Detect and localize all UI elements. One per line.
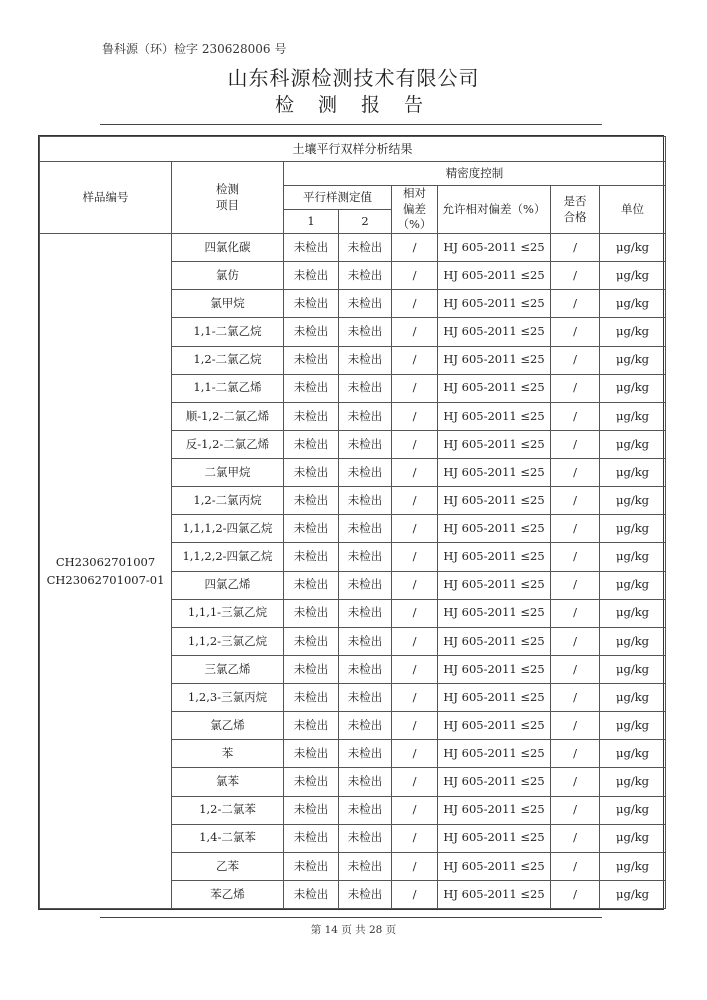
allowed-deviation-cell: HJ 605-2011 ≤25 bbox=[438, 880, 551, 908]
qualified-cell: / bbox=[551, 543, 600, 571]
relative-deviation-cell: / bbox=[392, 402, 438, 430]
value-2-cell: 未检出 bbox=[339, 487, 392, 515]
test-item-cell: 氯乙烯 bbox=[172, 712, 284, 740]
unit-cell: μg/kg bbox=[600, 627, 666, 655]
allowed-deviation-cell: HJ 605-2011 ≤25 bbox=[438, 374, 551, 402]
qualified-cell: / bbox=[551, 262, 600, 290]
relative-deviation-cell: / bbox=[392, 740, 438, 768]
value-2-cell: 未检出 bbox=[339, 515, 392, 543]
unit-cell: μg/kg bbox=[600, 655, 666, 683]
value-2-cell: 未检出 bbox=[339, 430, 392, 458]
relative-deviation-cell: / bbox=[392, 318, 438, 346]
test-item-cell: 1,4-二氯苯 bbox=[172, 824, 284, 852]
qualified-cell: / bbox=[551, 627, 600, 655]
test-item-cell: 苯 bbox=[172, 740, 284, 768]
test-item-cell: 1,1,2-三氯乙烷 bbox=[172, 627, 284, 655]
value-1-cell: 未检出 bbox=[284, 627, 339, 655]
qualified-cell: / bbox=[551, 684, 600, 712]
allowed-deviation-cell: HJ 605-2011 ≤25 bbox=[438, 459, 551, 487]
value-2-cell: 未检出 bbox=[339, 459, 392, 487]
value-1-cell: 未检出 bbox=[284, 852, 339, 880]
relative-deviation-cell: / bbox=[392, 684, 438, 712]
table-caption: 土壤平行双样分析结果 bbox=[40, 137, 666, 162]
relative-deviation-cell: / bbox=[392, 627, 438, 655]
allowed-deviation-cell: HJ 605-2011 ≤25 bbox=[438, 655, 551, 683]
test-item-cell: 顺-1,2-二氯乙烯 bbox=[172, 402, 284, 430]
unit-cell: μg/kg bbox=[600, 459, 666, 487]
relative-deviation-cell: / bbox=[392, 880, 438, 908]
unit-cell: μg/kg bbox=[600, 712, 666, 740]
value-1-cell: 未检出 bbox=[284, 459, 339, 487]
unit-cell: μg/kg bbox=[600, 290, 666, 318]
header-test-item: 检测 项目 bbox=[172, 162, 284, 234]
value-2-cell: 未检出 bbox=[339, 824, 392, 852]
allowed-deviation-cell: HJ 605-2011 ≤25 bbox=[438, 627, 551, 655]
test-item-cell: 乙苯 bbox=[172, 852, 284, 880]
header-sample-id: 样品编号 bbox=[40, 162, 172, 234]
value-1-cell: 未检出 bbox=[284, 543, 339, 571]
value-1-cell: 未检出 bbox=[284, 599, 339, 627]
qualified-cell: / bbox=[551, 852, 600, 880]
unit-cell: μg/kg bbox=[600, 824, 666, 852]
header-col-2: 2 bbox=[339, 210, 392, 234]
relative-deviation-cell: / bbox=[392, 262, 438, 290]
sample-id-cell: CH23062701007 CH23062701007-01 bbox=[40, 234, 172, 909]
qualified-cell: / bbox=[551, 768, 600, 796]
value-1-cell: 未检出 bbox=[284, 712, 339, 740]
value-1-cell: 未检出 bbox=[284, 655, 339, 683]
unit-cell: μg/kg bbox=[600, 515, 666, 543]
value-1-cell: 未检出 bbox=[284, 880, 339, 908]
header-precision-control: 精密度控制 bbox=[284, 162, 666, 186]
page-number: 第 14 页 共 28 页 bbox=[310, 924, 397, 936]
test-item-cell: 四氯化碳 bbox=[172, 234, 284, 262]
header-divider bbox=[100, 124, 602, 125]
allowed-deviation-cell: HJ 605-2011 ≤25 bbox=[438, 262, 551, 290]
unit-cell: μg/kg bbox=[600, 487, 666, 515]
value-1-cell: 未检出 bbox=[284, 487, 339, 515]
relative-deviation-cell: / bbox=[392, 515, 438, 543]
test-item-cell: 1,1,1-三氯乙烷 bbox=[172, 599, 284, 627]
value-1-cell: 未检出 bbox=[284, 571, 339, 599]
qualified-cell: / bbox=[551, 487, 600, 515]
qualified-cell: / bbox=[551, 599, 600, 627]
results-table-frame bbox=[38, 135, 664, 910]
test-item-cell: 氯苯 bbox=[172, 768, 284, 796]
table-row bbox=[40, 234, 666, 262]
relative-deviation-cell: / bbox=[392, 543, 438, 571]
allowed-deviation-cell: HJ 605-2011 ≤25 bbox=[438, 824, 551, 852]
relative-deviation-cell: / bbox=[392, 768, 438, 796]
value-1-cell: 未检出 bbox=[284, 402, 339, 430]
table-body bbox=[40, 234, 666, 909]
relative-deviation-cell: / bbox=[392, 599, 438, 627]
unit-cell: μg/kg bbox=[600, 571, 666, 599]
qualified-cell: / bbox=[551, 515, 600, 543]
relative-deviation-cell: / bbox=[392, 374, 438, 402]
test-item-cell: 1,1,2,2-四氯乙烷 bbox=[172, 543, 284, 571]
relative-deviation-cell: / bbox=[392, 346, 438, 374]
value-2-cell: 未检出 bbox=[339, 627, 392, 655]
relative-deviation-cell: / bbox=[392, 796, 438, 824]
value-2-cell: 未检出 bbox=[339, 374, 392, 402]
qualified-cell: / bbox=[551, 824, 600, 852]
test-item-cell: 反-1,2-二氯乙烯 bbox=[172, 430, 284, 458]
qualified-cell: / bbox=[551, 712, 600, 740]
unit-cell: μg/kg bbox=[600, 768, 666, 796]
value-2-cell: 未检出 bbox=[339, 402, 392, 430]
relative-deviation-cell: / bbox=[392, 487, 438, 515]
value-2-cell: 未检出 bbox=[339, 655, 392, 683]
test-item-cell: 1,2-二氯乙烷 bbox=[172, 346, 284, 374]
value-2-cell: 未检出 bbox=[339, 318, 392, 346]
value-1-cell: 未检出 bbox=[284, 430, 339, 458]
unit-cell: μg/kg bbox=[600, 374, 666, 402]
test-item-cell: 1,2-二氯苯 bbox=[172, 796, 284, 824]
parallel-sample-table bbox=[39, 136, 666, 909]
relative-deviation-cell: / bbox=[392, 459, 438, 487]
qualified-cell: / bbox=[551, 571, 600, 599]
value-2-cell: 未检出 bbox=[339, 768, 392, 796]
allowed-deviation-cell: HJ 605-2011 ≤25 bbox=[438, 318, 551, 346]
test-item-cell: 二氯甲烷 bbox=[172, 459, 284, 487]
value-2-cell: 未检出 bbox=[339, 880, 392, 908]
value-2-cell: 未检出 bbox=[339, 346, 392, 374]
report-number: 鲁科源（环）检字 230628006 号 bbox=[102, 42, 287, 56]
test-item-cell: 1,2,3-三氯丙烷 bbox=[172, 684, 284, 712]
value-2-cell: 未检出 bbox=[339, 740, 392, 768]
allowed-deviation-cell: HJ 605-2011 ≤25 bbox=[438, 768, 551, 796]
allowed-deviation-cell: HJ 605-2011 ≤25 bbox=[438, 740, 551, 768]
qualified-cell: / bbox=[551, 402, 600, 430]
footer-divider bbox=[100, 917, 602, 918]
relative-deviation-cell: / bbox=[392, 430, 438, 458]
unit-cell: μg/kg bbox=[600, 262, 666, 290]
allowed-deviation-cell: HJ 605-2011 ≤25 bbox=[438, 712, 551, 740]
qualified-cell: / bbox=[551, 655, 600, 683]
value-1-cell: 未检出 bbox=[284, 824, 339, 852]
qualified-cell: / bbox=[551, 430, 600, 458]
unit-cell: μg/kg bbox=[600, 402, 666, 430]
value-1-cell: 未检出 bbox=[284, 515, 339, 543]
qualified-cell: / bbox=[551, 880, 600, 908]
allowed-deviation-cell: HJ 605-2011 ≤25 bbox=[438, 430, 551, 458]
unit-cell: μg/kg bbox=[600, 852, 666, 880]
relative-deviation-cell: / bbox=[392, 824, 438, 852]
company-name: 山东科源检测技术有限公司 bbox=[227, 66, 480, 90]
unit-cell: μg/kg bbox=[600, 880, 666, 908]
value-2-cell: 未检出 bbox=[339, 852, 392, 880]
header-allowed-deviation: 允许相对偏差（%） bbox=[438, 186, 551, 234]
relative-deviation-cell: / bbox=[392, 571, 438, 599]
allowed-deviation-cell: HJ 605-2011 ≤25 bbox=[438, 234, 551, 262]
unit-cell: μg/kg bbox=[600, 684, 666, 712]
test-item-cell: 苯乙烯 bbox=[172, 880, 284, 908]
value-1-cell: 未检出 bbox=[284, 318, 339, 346]
unit-cell: μg/kg bbox=[600, 430, 666, 458]
qualified-cell: / bbox=[551, 318, 600, 346]
document-title: 检 测 报 告 bbox=[274, 94, 433, 116]
unit-cell: μg/kg bbox=[600, 796, 666, 824]
value-1-cell: 未检出 bbox=[284, 796, 339, 824]
qualified-cell: / bbox=[551, 290, 600, 318]
value-2-cell: 未检出 bbox=[339, 599, 392, 627]
value-2-cell: 未检出 bbox=[339, 234, 392, 262]
test-item-cell: 四氯乙烯 bbox=[172, 571, 284, 599]
value-1-cell: 未检出 bbox=[284, 262, 339, 290]
allowed-deviation-cell: HJ 605-2011 ≤25 bbox=[438, 571, 551, 599]
header-qualified: 是否 合格 bbox=[551, 186, 600, 234]
value-1-cell: 未检出 bbox=[284, 290, 339, 318]
value-2-cell: 未检出 bbox=[339, 290, 392, 318]
value-2-cell: 未检出 bbox=[339, 796, 392, 824]
allowed-deviation-cell: HJ 605-2011 ≤25 bbox=[438, 543, 551, 571]
test-item-cell: 氯甲烷 bbox=[172, 290, 284, 318]
unit-cell: μg/kg bbox=[600, 740, 666, 768]
qualified-cell: / bbox=[551, 234, 600, 262]
allowed-deviation-cell: HJ 605-2011 ≤25 bbox=[438, 684, 551, 712]
qualified-cell: / bbox=[551, 374, 600, 402]
value-1-cell: 未检出 bbox=[284, 346, 339, 374]
test-item-cell: 1,1-二氯乙烷 bbox=[172, 318, 284, 346]
value-2-cell: 未检出 bbox=[339, 712, 392, 740]
value-1-cell: 未检出 bbox=[284, 740, 339, 768]
value-2-cell: 未检出 bbox=[339, 262, 392, 290]
value-1-cell: 未检出 bbox=[284, 234, 339, 262]
unit-cell: μg/kg bbox=[600, 234, 666, 262]
relative-deviation-cell: / bbox=[392, 852, 438, 880]
test-item-cell: 三氯乙烯 bbox=[172, 655, 284, 683]
relative-deviation-cell: / bbox=[392, 655, 438, 683]
allowed-deviation-cell: HJ 605-2011 ≤25 bbox=[438, 515, 551, 543]
value-1-cell: 未检出 bbox=[284, 374, 339, 402]
allowed-deviation-cell: HJ 605-2011 ≤25 bbox=[438, 402, 551, 430]
unit-cell: μg/kg bbox=[600, 346, 666, 374]
value-2-cell: 未检出 bbox=[339, 684, 392, 712]
allowed-deviation-cell: HJ 605-2011 ≤25 bbox=[438, 599, 551, 627]
header-relative-deviation: 相对 偏差 （%） bbox=[392, 186, 438, 234]
unit-cell: μg/kg bbox=[600, 599, 666, 627]
qualified-cell: / bbox=[551, 459, 600, 487]
header-col-1: 1 bbox=[284, 210, 339, 234]
test-item-cell: 1,1-二氯乙烯 bbox=[172, 374, 284, 402]
allowed-deviation-cell: HJ 605-2011 ≤25 bbox=[438, 290, 551, 318]
relative-deviation-cell: / bbox=[392, 712, 438, 740]
test-item-cell: 氯仿 bbox=[172, 262, 284, 290]
value-2-cell: 未检出 bbox=[339, 571, 392, 599]
allowed-deviation-cell: HJ 605-2011 ≤25 bbox=[438, 487, 551, 515]
header-unit: 单位 bbox=[600, 186, 666, 234]
allowed-deviation-cell: HJ 605-2011 ≤25 bbox=[438, 346, 551, 374]
header-parallel-values: 平行样测定值 bbox=[284, 186, 392, 210]
allowed-deviation-cell: HJ 605-2011 ≤25 bbox=[438, 796, 551, 824]
unit-cell: μg/kg bbox=[600, 318, 666, 346]
relative-deviation-cell: / bbox=[392, 290, 438, 318]
qualified-cell: / bbox=[551, 346, 600, 374]
qualified-cell: / bbox=[551, 796, 600, 824]
test-item-cell: 1,2-二氯丙烷 bbox=[172, 487, 284, 515]
value-1-cell: 未检出 bbox=[284, 768, 339, 796]
value-1-cell: 未检出 bbox=[284, 684, 339, 712]
relative-deviation-cell: / bbox=[392, 234, 438, 262]
unit-cell: μg/kg bbox=[600, 543, 666, 571]
qualified-cell: / bbox=[551, 740, 600, 768]
value-2-cell: 未检出 bbox=[339, 543, 392, 571]
test-item-cell: 1,1,1,2-四氯乙烷 bbox=[172, 515, 284, 543]
allowed-deviation-cell: HJ 605-2011 ≤25 bbox=[438, 852, 551, 880]
